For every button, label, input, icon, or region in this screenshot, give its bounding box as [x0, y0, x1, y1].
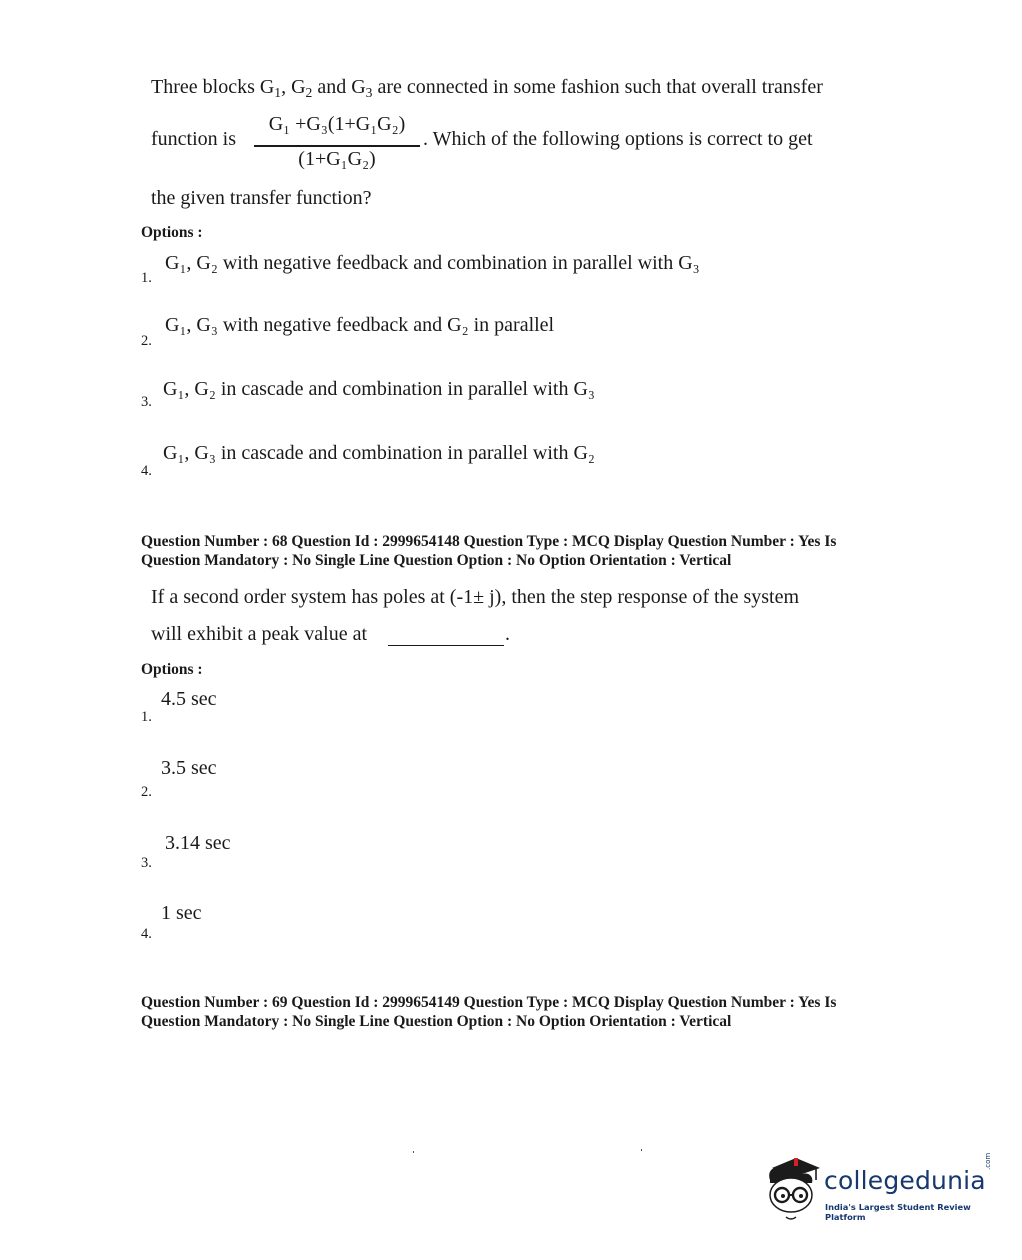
q68-stem-line1: If a second order system has poles at (-1± j), then the step response of the system — [151, 586, 800, 608]
q68-options-label: Options : — [141, 661, 203, 678]
fraction-denominator: (1+G₁G₂) — [298, 148, 376, 170]
q67-options-label: Options : — [141, 224, 203, 241]
q68-option-1[interactable]: 4.5 sec — [161, 688, 217, 710]
q67-stem-line1: Three blocks $G_1$, $G_2$ and $G_3$ are connected in some fashion such that overall transfer — [151, 76, 823, 100]
q68-option-3-number: 3. — [141, 855, 152, 871]
scan-speck — [641, 1149, 642, 1151]
q67-option-2[interactable]: G₁, G₃ with negative feedback and G₂ in parallel — [165, 314, 555, 336]
q68-meta-line1: Question Number : 68 Question Id : 2999654148 Question Type : MCQ Display Question Number : Yes Is — [141, 533, 837, 550]
q68-option-4-number: 4. — [141, 926, 152, 942]
mascot-icon — [758, 1150, 824, 1225]
q68-option-1-number: 1. — [141, 709, 152, 725]
q67-option-3-number: 3. — [141, 394, 152, 410]
q68-stem-line2: will exhibit a peak value at — [151, 623, 368, 645]
transfer-function-fraction — [251, 113, 423, 175]
q67-function-is: function is — [151, 128, 236, 150]
fraction-numerator: G₁ +G₃(1+G₁G₂) — [268, 113, 406, 135]
q68-option-2-number: 2. — [141, 784, 152, 800]
q68-option-4[interactable]: 1 sec — [161, 902, 202, 924]
q67-stem-line3: the given transfer function? — [151, 187, 372, 209]
q67-option-1-number: 1. — [141, 270, 152, 286]
q67-stem-after-fraction: . Which of the following options is correct to get — [423, 128, 813, 150]
q67-option-3[interactable]: G₁, G₂ in cascade and combination in parallel with G₃ — [163, 378, 595, 400]
logo-wordmark: collegedunia — [824, 1166, 986, 1195]
logo-tagline: India's Largest Student Review Platform — [825, 1202, 971, 1222]
collegedunia-logo[interactable] — [758, 1150, 998, 1230]
q68-meta-line2: Question Mandatory : No Single Line Question Option : No Option Orientation : Vertical — [141, 552, 732, 569]
q67-option-4[interactable]: G₁, G₃ in cascade and combination in parallel with G₂ — [163, 442, 595, 464]
q69-meta-line1: Question Number : 69 Question Id : 2999654149 Question Type : MCQ Display Question Number : Yes Is — [141, 994, 837, 1011]
q69-meta-line2: Question Mandatory : No Single Line Question Option : No Option Orientation : Vertical — [141, 1013, 732, 1030]
q68-stem-end: . — [505, 623, 510, 645]
answer-blank — [388, 645, 504, 646]
q67-option-4-number: 4. — [141, 463, 152, 479]
q68-option-2[interactable]: 3.5 sec — [161, 757, 217, 779]
logo-com-suffix: .com — [984, 1152, 992, 1170]
scan-speck — [413, 1151, 414, 1153]
q68-option-3[interactable]: 3.14 sec — [165, 832, 231, 854]
q67-option-2-number: 2. — [141, 333, 152, 349]
q67-option-1[interactable]: G₁, G₂ with negative feedback and combination in parallel with G₃ — [165, 252, 700, 274]
fraction-bar — [254, 145, 420, 147]
